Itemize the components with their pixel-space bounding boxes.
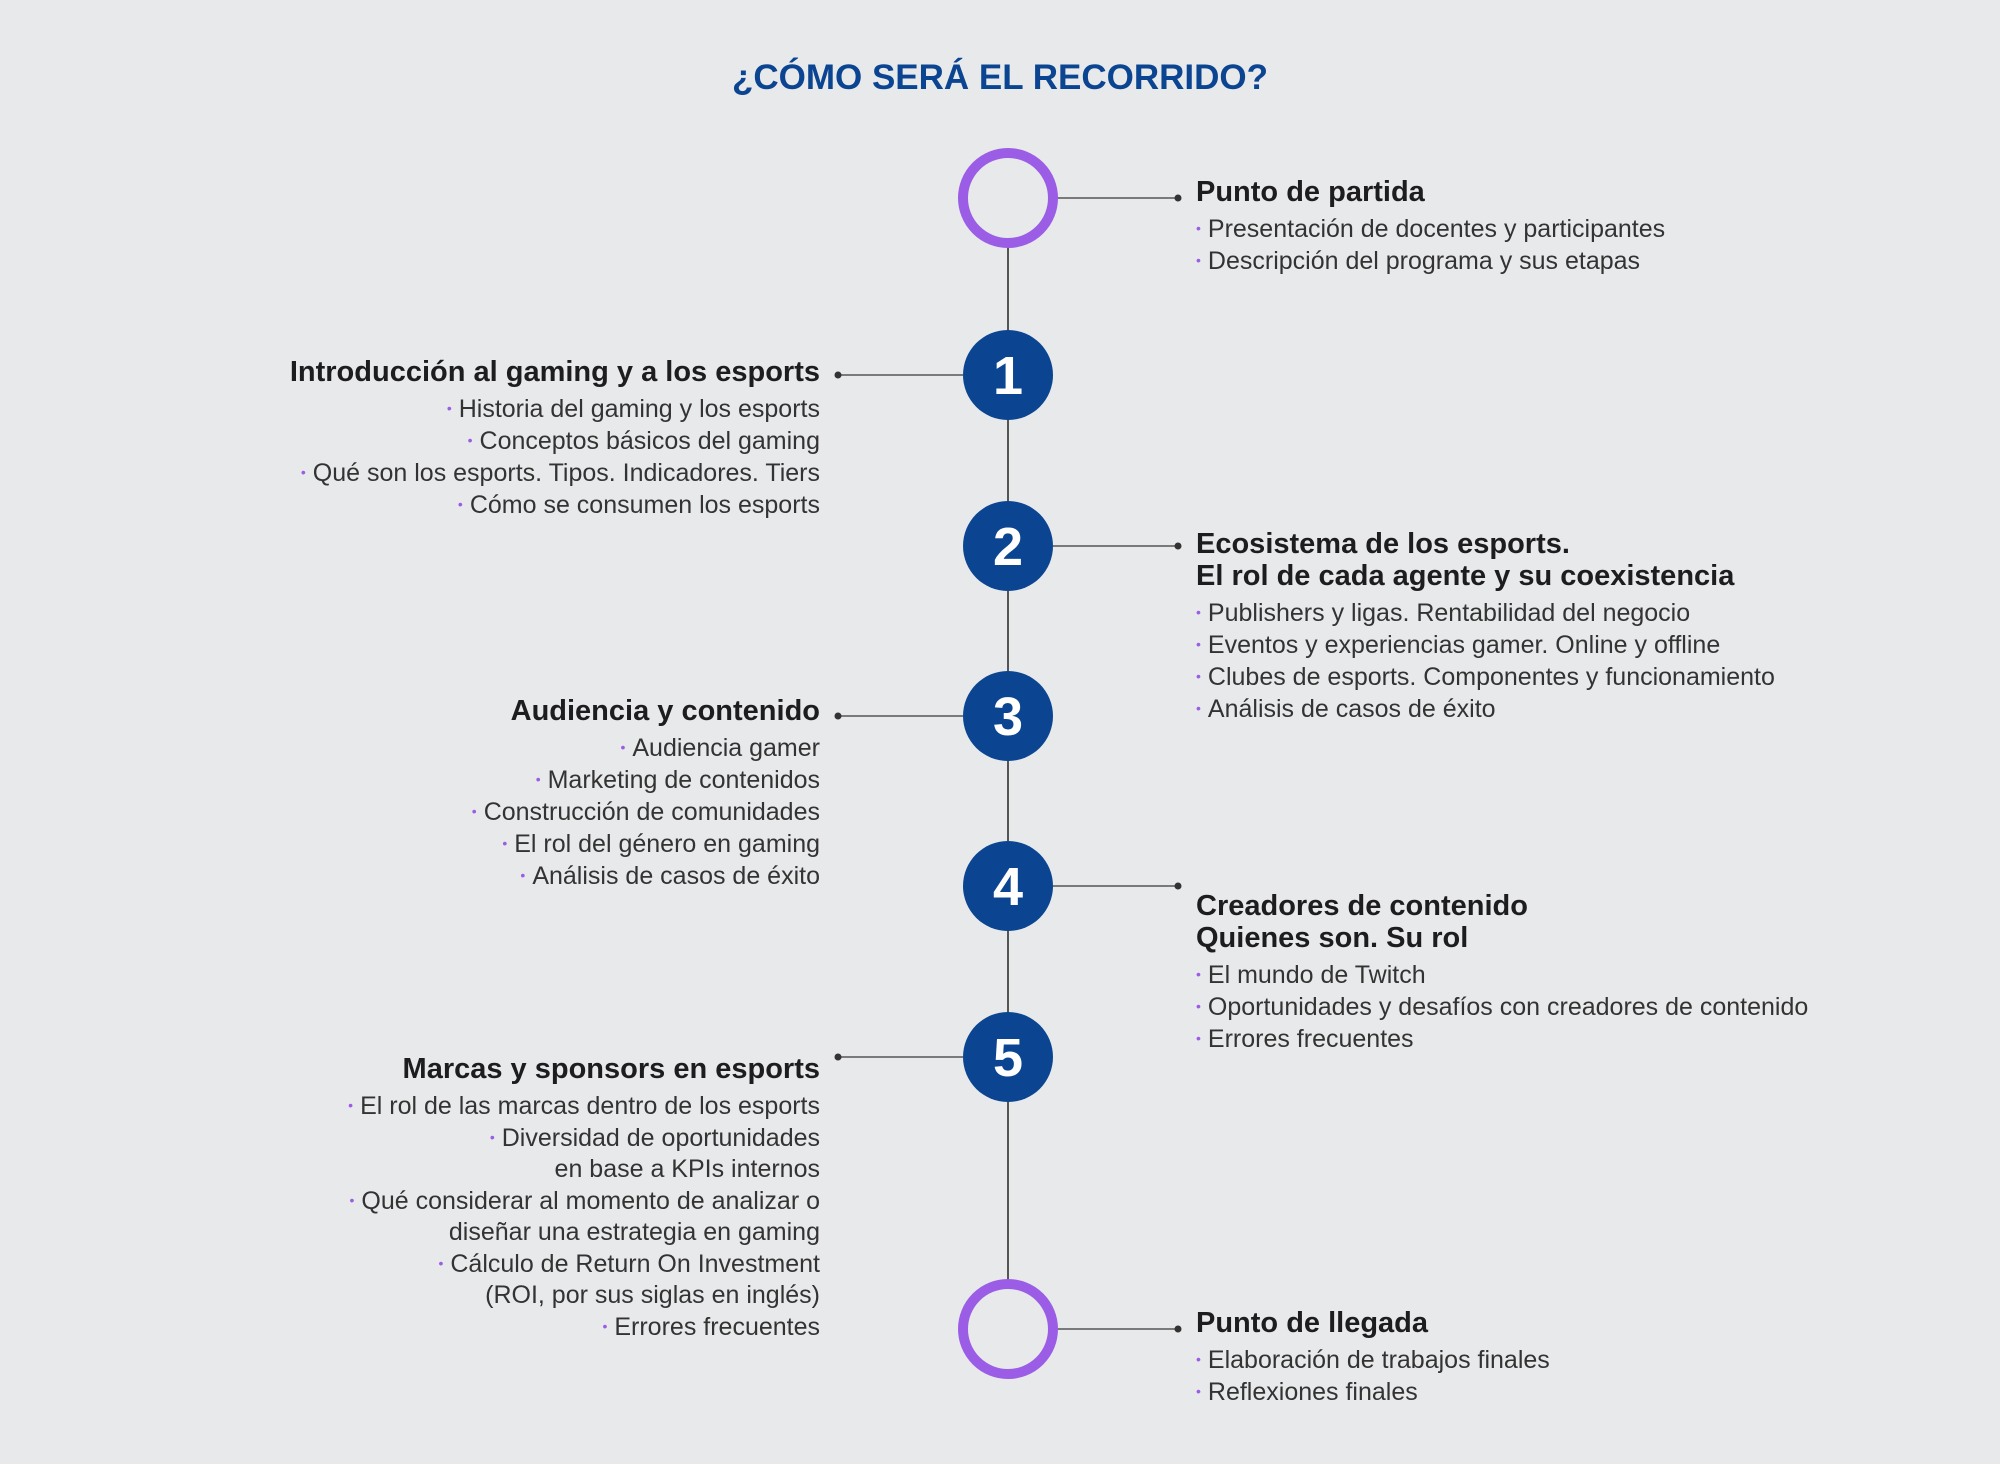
list-item [1196,1376,1550,1408]
bullet-icon: • [1196,700,1201,716]
list-item [348,1311,820,1343]
list-item-text: Publishers y ligas. Rentabilidad del negocio [1207,599,1691,627]
list-item-text: Historia del gaming y los esports [458,395,820,423]
list-item-text: Clubes de esports. Componentes y funcionamiento [1207,663,1775,691]
step-block-6 [1196,1307,1550,1408]
list-item [472,860,820,892]
list-item-text: Qué son los esports. Tipos. Indicadores. Tiers [312,459,820,487]
list-item-text: Diversidad de oportunidades [501,1124,820,1152]
list-item-text: diseñar una estrategia en gaming [448,1218,820,1246]
bullet-icon: • [348,1097,354,1113]
step-title: Introducción al gaming y a los esports [289,356,820,388]
list-item-text: Marketing de contenidos [547,766,820,794]
bullet-icon: • [1196,220,1201,236]
list-item [472,732,820,764]
step-block-5 [348,1053,820,1343]
list-item [348,1248,820,1311]
step-items [290,393,820,521]
bullet-icon: • [471,803,477,819]
bullet-icon: • [520,867,526,883]
list-item [1196,959,1808,991]
ring-node-0 [963,153,1053,243]
list-item-text: El mundo de Twitch [1207,961,1426,989]
step-block-3 [472,695,820,892]
list-item-text: Análisis de casos de éxito [1207,695,1496,723]
connector-dot-1 [835,372,842,379]
list-item-text: en base a KPIs internos [554,1155,820,1183]
list-item [1196,245,1665,277]
list-item [348,1122,820,1185]
page-title: ¿CÓMO SERÁ EL RECORRIDO? [731,58,1269,97]
list-item [348,1090,820,1122]
bullet-icon: • [535,771,541,787]
bullet-icon: • [349,1192,355,1208]
list-item-text: Descripción del programa y sus etapas [1207,247,1641,275]
list-item [472,796,820,828]
list-item-text: Análisis de casos de éxito [532,862,820,890]
bullet-icon: • [502,835,508,851]
list-item [472,828,820,860]
step-number-3: 3 [992,687,1024,747]
bullet-icon: • [300,464,306,480]
list-item [290,457,820,489]
step-items [472,732,820,892]
list-item-text: Reflexiones finales [1207,1378,1418,1406]
bullet-icon: • [446,400,452,416]
list-item-text: Errores frecuentes [1207,1025,1414,1053]
list-item-text: Errores frecuentes [614,1313,820,1341]
ring-node-6 [963,1284,1053,1374]
step-number-2: 2 [992,517,1024,577]
bullet-icon: • [489,1129,495,1145]
list-item-text: Qué considerar al momento de analizar o [361,1187,820,1215]
connector-dot-0 [1175,195,1182,202]
step-number-4: 4 [992,857,1024,917]
list-item-text: Presentación de docentes y participantes [1207,215,1666,243]
bullet-icon: • [1196,604,1201,620]
list-item [1196,629,1775,661]
bullet-icon: • [1196,1383,1201,1399]
connector-dot-4 [1175,883,1182,890]
list-item-text: Cálculo de Return On Investment [450,1250,820,1278]
connector-dot-6 [1175,1326,1182,1333]
step-number-1: 1 [992,346,1024,406]
step-title: Creadores de contenido Quienes son. Su rol [1196,890,1528,954]
list-item-text: El rol de las marcas dentro de los esports [360,1092,820,1120]
list-item [1196,991,1808,1023]
step-block-4 [1196,890,1808,1055]
bullet-icon: • [1196,252,1201,268]
step-title: Ecosistema de los esports. El rol de cada agente y su coexistencia [1196,528,1735,592]
step-items [1196,597,1775,725]
step-title: Punto de partida [1196,176,1425,208]
step-block-1 [290,356,820,521]
list-item [1196,693,1775,725]
list-item [1196,1344,1550,1376]
step-number-5: 5 [992,1028,1024,1088]
step-items [1196,959,1808,1055]
list-item [472,764,820,796]
connector-dot-3 [835,713,842,720]
list-item-text: (ROI, por sus siglas en inglés) [485,1281,820,1309]
list-item-text: Construcción de comunidades [483,798,820,826]
bullet-icon: • [438,1255,444,1271]
step-block-2 [1196,528,1775,725]
list-item [1196,597,1775,629]
step-items [1196,213,1665,277]
step-title: Punto de llegada [1196,1307,1429,1339]
list-item [290,489,820,521]
bullet-icon: • [1196,966,1201,982]
step-block-0 [1196,176,1665,277]
list-item-text: Cómo se consumen los esports [469,491,820,519]
bullet-icon: • [457,496,463,512]
connector-dot-5 [835,1054,842,1061]
list-item [1196,1023,1808,1055]
list-item [290,393,820,425]
list-item-text: El rol del género en gaming [514,830,820,858]
list-item-text: Conceptos básicos del gaming [479,427,820,455]
connector-dot-2 [1175,543,1182,550]
bullet-icon: • [1196,998,1201,1014]
step-items [348,1090,820,1343]
bullet-icon: • [1196,1030,1201,1046]
step-items [1196,1344,1550,1408]
bullet-icon: • [620,739,626,755]
list-item [348,1185,820,1248]
list-item-text: Eventos y experiencias gamer. Online y offline [1207,631,1721,659]
list-item-text: Oportunidades y desafíos con creadores de contenido [1207,993,1809,1021]
bullet-icon: • [1196,636,1201,652]
list-item [290,425,820,457]
list-item-text: Audiencia gamer [632,734,820,762]
list-item [1196,213,1665,245]
bullet-icon: • [602,1318,608,1334]
bullet-icon: • [467,432,473,448]
bullet-icon: • [1196,668,1201,684]
list-item-text: Elaboración de trabajos finales [1207,1346,1550,1374]
step-title: Audiencia y contenido [510,695,820,727]
step-title: Marcas y sponsors en esports [402,1053,820,1085]
bullet-icon: • [1196,1351,1201,1367]
list-item [1196,661,1775,693]
